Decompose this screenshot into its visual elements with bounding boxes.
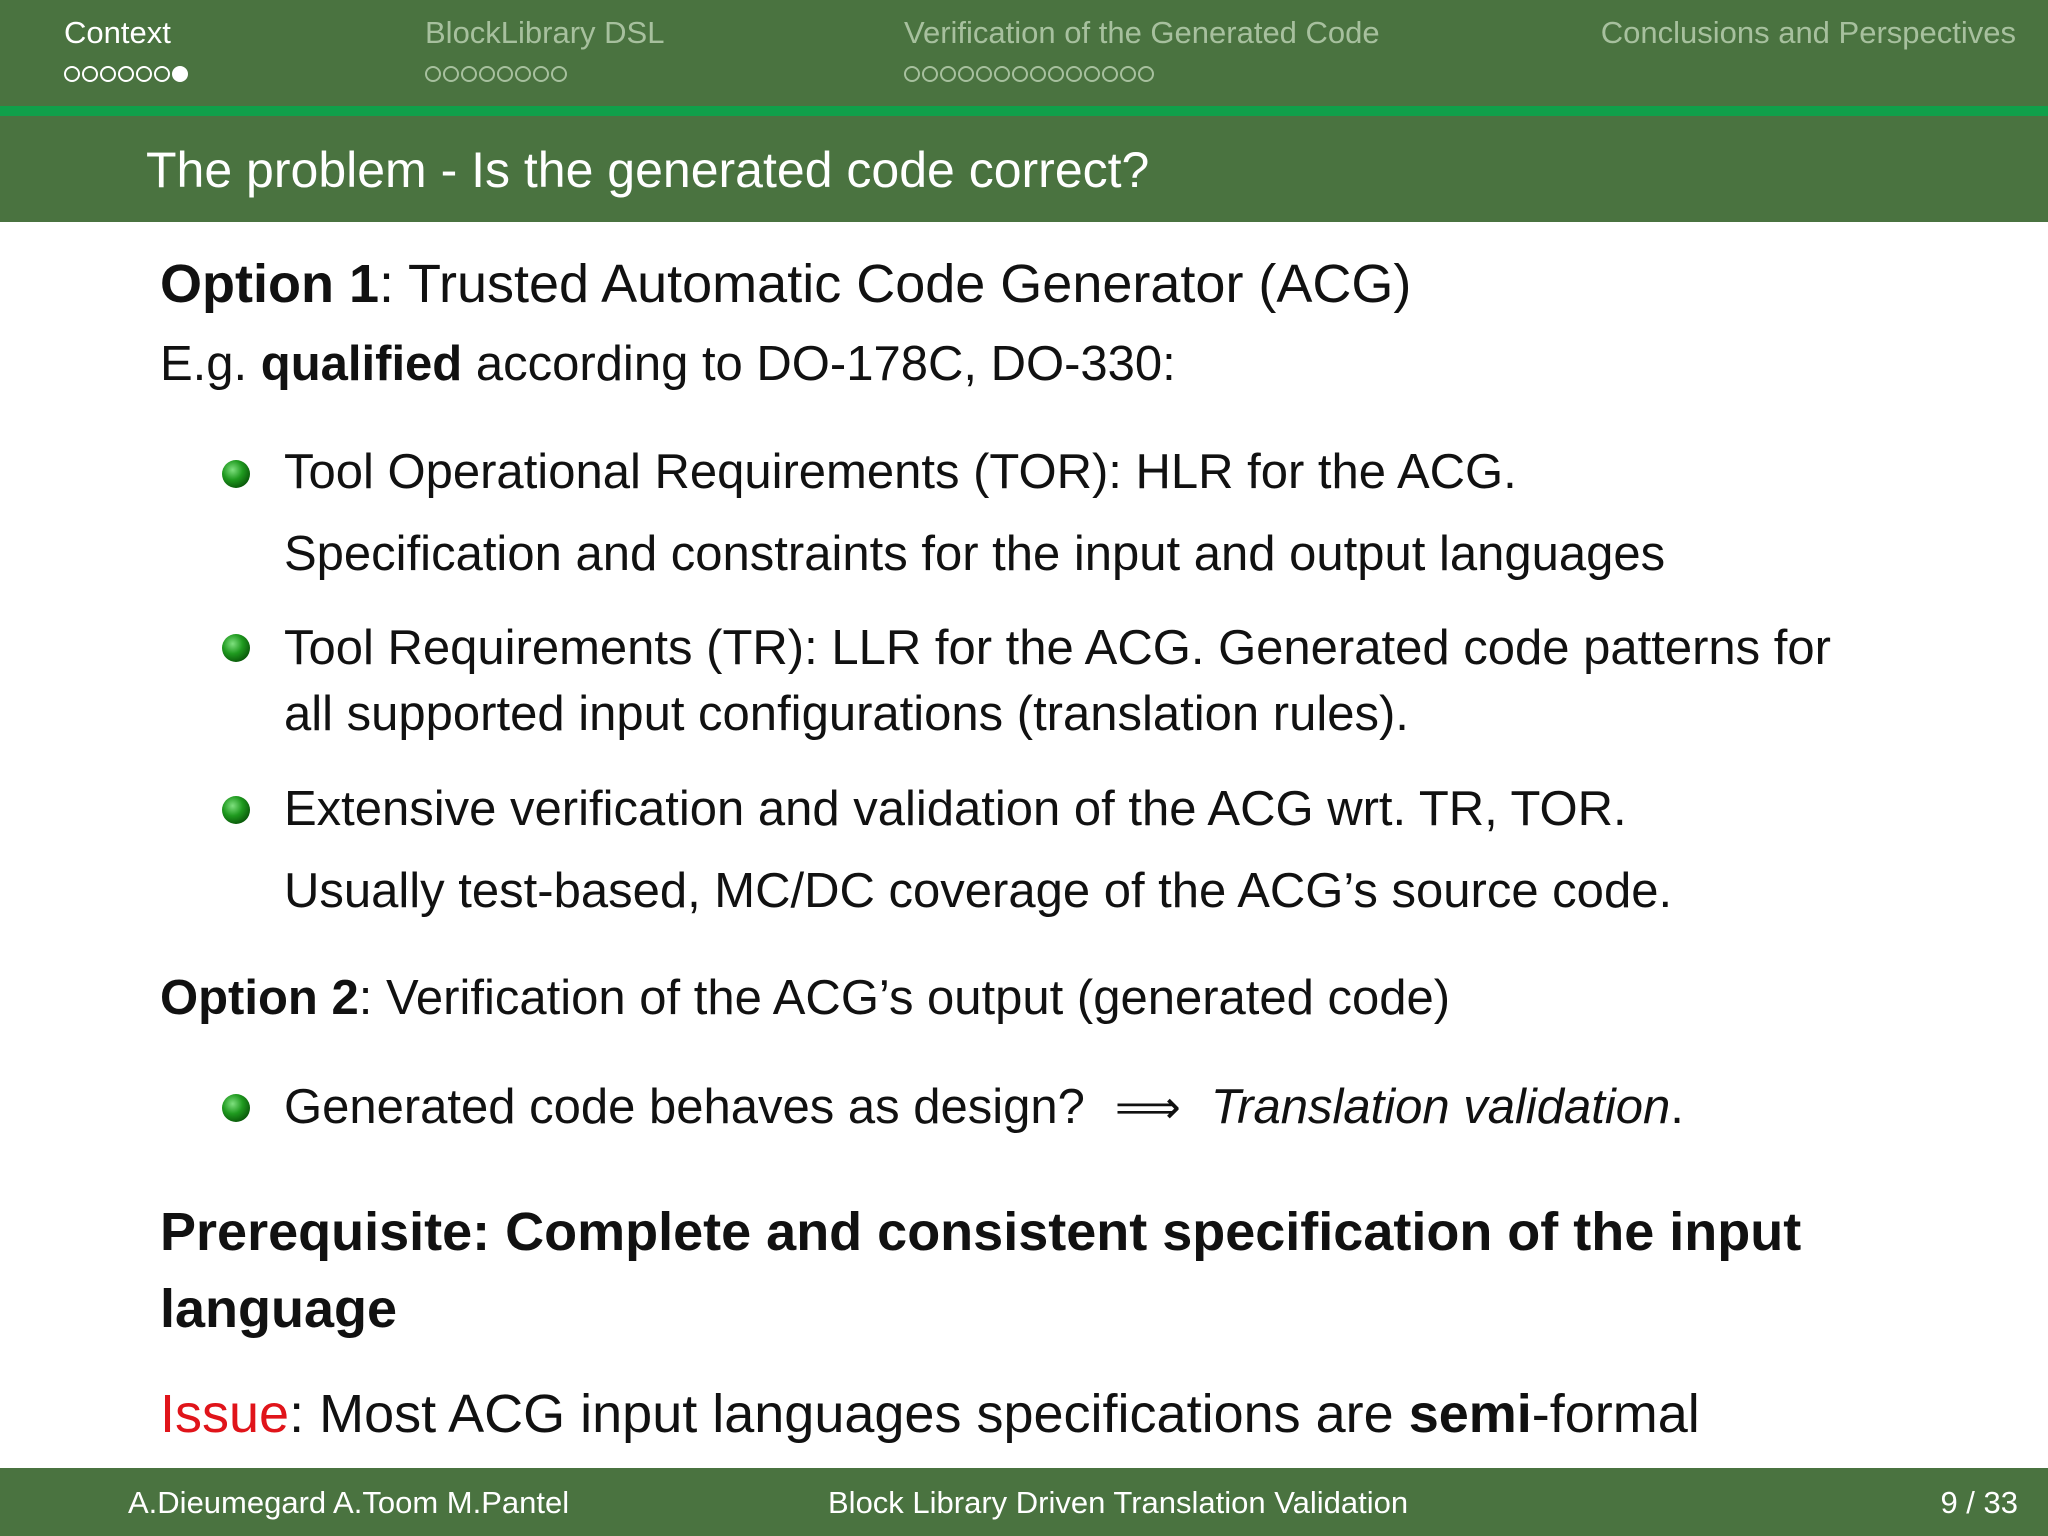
slide-dot[interactable] bbox=[443, 66, 459, 82]
option1-label: Option 1 bbox=[160, 254, 379, 314]
issue-bold: semi bbox=[1408, 1384, 1532, 1444]
bullet-tr-line1: Tool Requirements (TR): LLR for the ACG. Generated code patterns for bbox=[284, 621, 1831, 675]
bullet-tor-line2: Specification and constraints for the input and output languages bbox=[284, 527, 1666, 581]
slide-dot[interactable] bbox=[461, 66, 477, 82]
nav-section-title[interactable]: BlockLibrary DSL bbox=[425, 15, 665, 50]
bullet-tr-line2: all supported input configurations (translation rules). bbox=[284, 687, 1409, 741]
issue-text2: -formal bbox=[1531, 1384, 1700, 1444]
nav-progress-dots[interactable] bbox=[904, 64, 1380, 84]
slide-content bbox=[0, 222, 2048, 1468]
nav-section-verification[interactable] bbox=[904, 14, 1380, 84]
slide-dot[interactable] bbox=[1138, 66, 1154, 82]
option2-heading bbox=[160, 968, 1450, 1028]
slide-dot[interactable] bbox=[1012, 66, 1028, 82]
bullet-icon bbox=[222, 1094, 250, 1122]
slide-dot[interactable] bbox=[1048, 66, 1064, 82]
option2-text: : Verification of the ACG’s output (generated code) bbox=[358, 971, 1451, 1025]
nav-section-title[interactable]: Verification of the Generated Code bbox=[904, 15, 1380, 50]
nav-section-title[interactable]: Conclusions and Perspectives bbox=[1600, 15, 2016, 50]
slide-dot[interactable] bbox=[1066, 66, 1082, 82]
slide-dot[interactable] bbox=[994, 66, 1010, 82]
bullet-icon bbox=[222, 796, 250, 824]
slide-dot[interactable] bbox=[425, 66, 441, 82]
option1-heading bbox=[160, 252, 1411, 316]
slide-dot[interactable] bbox=[1084, 66, 1100, 82]
footer-authors: A.Dieumegard A.Toom M.Pantel bbox=[128, 1485, 570, 1520]
bullet2-italic: Translation validation bbox=[1210, 1080, 1671, 1134]
frame-title-bar bbox=[0, 116, 2048, 222]
nav-progress-dots[interactable] bbox=[64, 64, 188, 84]
prerequisite-line2: language bbox=[160, 1279, 398, 1339]
bullet-tor-line1: Tool Operational Requirements (TOR): HLR for the ACG. bbox=[284, 445, 1517, 499]
slide-dot[interactable] bbox=[1030, 66, 1046, 82]
bullet2-text: Generated code behaves as design? bbox=[284, 1080, 1085, 1134]
bullet-vv-line1: Extensive verification and validation of the ACG wrt. TR, TOR. bbox=[284, 782, 1627, 836]
slide-dot[interactable] bbox=[1102, 66, 1118, 82]
bullet-translation-validation bbox=[284, 1077, 1684, 1137]
slide-dot[interactable] bbox=[100, 66, 116, 82]
slide-dot[interactable] bbox=[515, 66, 531, 82]
nav-section-title[interactable]: Context bbox=[64, 15, 171, 50]
implies-arrow: ⟹ bbox=[1114, 1081, 1181, 1133]
nav-section-blocklibrary-dsl[interactable] bbox=[425, 14, 664, 84]
slide-dot[interactable] bbox=[136, 66, 152, 82]
bullet-vv-line2: Usually test-based, MC/DC coverage of the ACG’s source code. bbox=[284, 864, 1673, 918]
slide-dot[interactable] bbox=[922, 66, 938, 82]
slide-dot[interactable] bbox=[976, 66, 992, 82]
bullet2-end: . bbox=[1670, 1080, 1684, 1134]
nav-section-conclusions[interactable] bbox=[1601, 14, 2016, 52]
frame-title: The problem - Is the generated code correct? bbox=[146, 142, 1150, 198]
slide-dot[interactable] bbox=[118, 66, 134, 82]
slide-dot[interactable] bbox=[497, 66, 513, 82]
issue-line bbox=[160, 1382, 1700, 1446]
nav-progress-dots[interactable] bbox=[425, 64, 664, 84]
issue-label: Issue bbox=[160, 1384, 290, 1444]
option2-label: Option 2 bbox=[160, 971, 359, 1025]
slide-dot[interactable] bbox=[940, 66, 956, 82]
page-number: 9 / 33 bbox=[1940, 1485, 2018, 1520]
slide-footer bbox=[0, 1468, 2048, 1536]
header-divider bbox=[0, 106, 2048, 116]
slide-dot[interactable] bbox=[551, 66, 567, 82]
nav-section-context[interactable] bbox=[64, 14, 188, 84]
slide-dot[interactable] bbox=[82, 66, 98, 82]
prerequisite-line1: Prerequisite: Complete and consistent specification of the input bbox=[160, 1202, 1802, 1262]
slide-dot[interactable] bbox=[64, 66, 80, 82]
footer-title: Block Library Driven Translation Validation bbox=[828, 1485, 1409, 1520]
eg-prefix: E.g. bbox=[160, 337, 261, 391]
slide-dot[interactable] bbox=[1120, 66, 1136, 82]
slide-dot[interactable] bbox=[958, 66, 974, 82]
eg-rest: according to DO-178C, DO-330: bbox=[462, 337, 1176, 391]
slide-dot[interactable] bbox=[154, 66, 170, 82]
bullet-icon bbox=[222, 634, 250, 662]
slide-dot[interactable] bbox=[904, 66, 920, 82]
eg-bold: qualified bbox=[260, 337, 463, 391]
slide-dot[interactable] bbox=[479, 66, 495, 82]
bullet-icon bbox=[222, 460, 250, 488]
current-slide-dot[interactable] bbox=[172, 66, 188, 82]
slide-dot[interactable] bbox=[533, 66, 549, 82]
qualification-line bbox=[160, 334, 1176, 394]
issue-text1: : Most ACG input languages specifications are bbox=[289, 1384, 1409, 1444]
section-navigation bbox=[0, 0, 2048, 106]
option1-text: : Trusted Automatic Code Generator (ACG) bbox=[378, 254, 1412, 314]
